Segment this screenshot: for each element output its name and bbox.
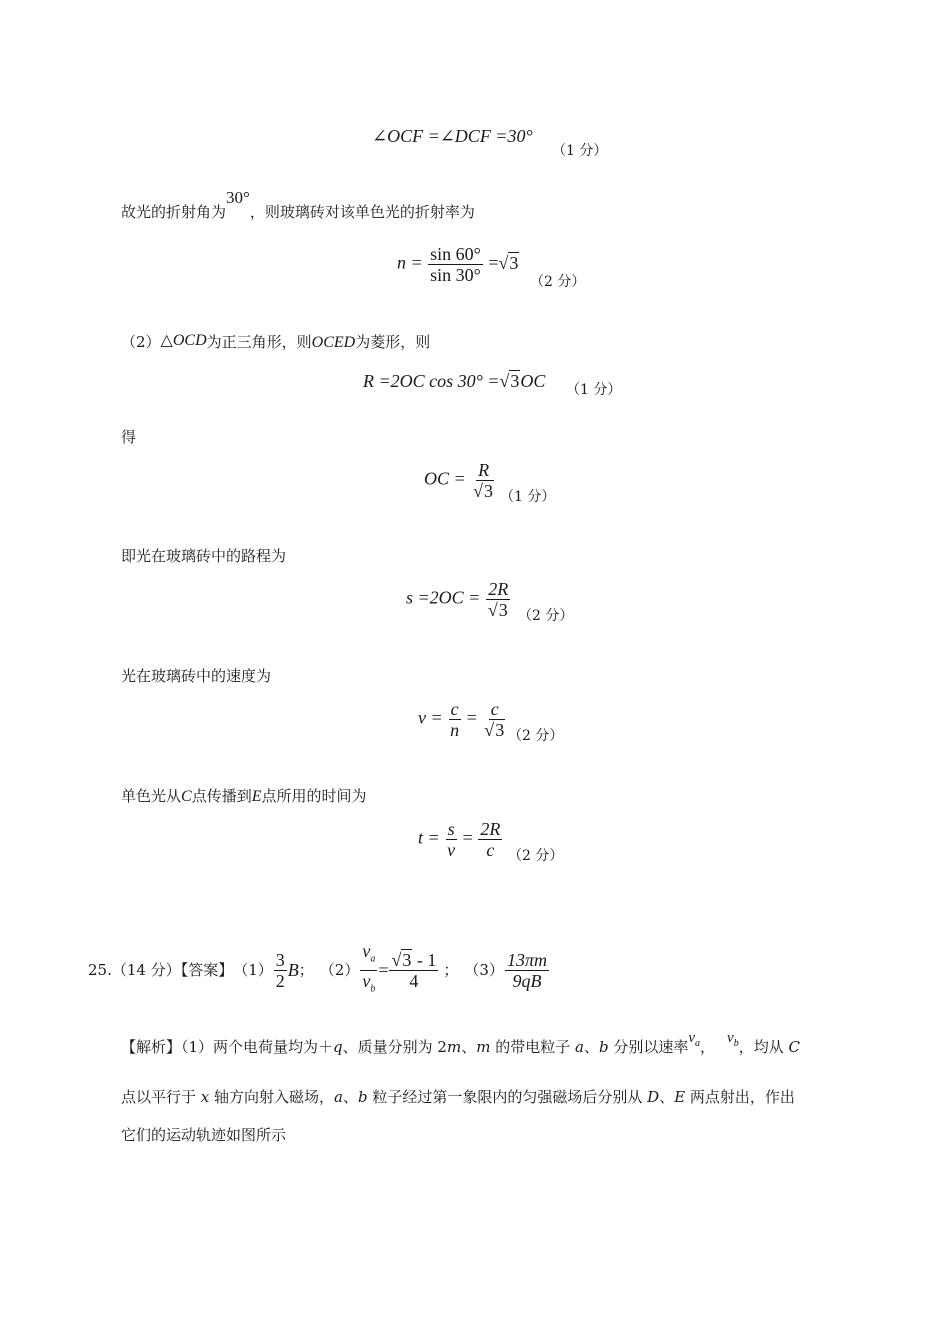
equation-radius: [363, 370, 545, 392]
fraction-denominator: sin 30°: [430, 265, 481, 285]
fraction-numerator: sin 60°: [430, 244, 481, 264]
fraction-numerator: 2R: [480, 819, 501, 839]
sentence-text: 、: [461, 1038, 477, 1056]
part-label: （3）: [464, 961, 504, 980]
subscript: a: [370, 953, 376, 965]
sqrt-argument: 3: [495, 720, 505, 740]
subscript: b: [370, 983, 376, 995]
q25-answer-line: [88, 941, 550, 999]
sentence-text: 点以平行于: [121, 1088, 201, 1106]
fraction: [478, 819, 502, 860]
equation-lhs: s =2OC =: [406, 587, 481, 608]
sqrt-argument: 3: [484, 481, 494, 501]
sentence-text: 为正三角形，则: [206, 333, 312, 351]
fraction-denominator: n: [450, 720, 460, 740]
fraction: [486, 579, 511, 620]
equation-angle-ocf: [372, 125, 533, 147]
sentence-text: 、: [583, 1038, 599, 1056]
particle-b: b: [358, 1088, 368, 1106]
word-de: 得: [121, 428, 137, 446]
answer2-rhs-fraction: [389, 950, 438, 991]
score-label: （2 分）: [508, 728, 564, 744]
va-symbol: $v_a$: [688, 1030, 701, 1049]
equation-lhs: R =2OC cos 30° =: [363, 371, 500, 391]
equation-path: [406, 579, 512, 620]
separator: ；: [443, 961, 459, 980]
fraction-denominator: 2: [275, 970, 285, 991]
sentence-text: 粒子经过第一象限内的匀强磁场后分别从: [367, 1088, 648, 1106]
equation-lhs: OC =: [424, 468, 466, 489]
sentence-text: 轴方向射入磁场，: [209, 1088, 335, 1106]
equals-sign: =: [378, 960, 389, 981]
point-c: C: [181, 788, 192, 805]
analysis-line-3: 它们的运动轨迹如图所示: [121, 1126, 287, 1144]
rhombus-name: OCED: [311, 334, 356, 351]
fraction-numerator: R: [478, 460, 490, 480]
sqrt-argument: 3: [402, 949, 412, 970]
analysis-line-2: [121, 1087, 795, 1107]
sentence-text: ，则玻璃砖对该单色光的折射率为: [249, 203, 475, 221]
vb-symbol: $v_b$: [727, 1030, 739, 1049]
numerator-tail: - 1: [412, 949, 437, 970]
speed-sentence: 光在玻璃砖中的速度为: [121, 667, 272, 685]
sentence-text: 、: [342, 1088, 358, 1106]
fraction-numerator: 2R: [488, 579, 509, 599]
sentence-text: 两点射出，作出: [685, 1088, 795, 1106]
sentence-text: 分别以速率: [608, 1038, 689, 1056]
charge-symbol: q: [333, 1038, 343, 1056]
fraction-denominator: 4: [409, 970, 419, 991]
fraction-numerator: c: [490, 699, 499, 719]
sentence-text: 的带电粒子: [490, 1038, 575, 1056]
refraction-angle-value: 30°: [226, 188, 250, 207]
equation-lhs: n =: [397, 252, 423, 273]
fraction: [445, 819, 457, 860]
score-label: （2 分）: [508, 848, 564, 864]
sqrt-symbol: √3: [484, 720, 505, 740]
sqrt-symbol: √3: [487, 600, 508, 620]
part2-sentence: [121, 332, 430, 354]
fraction-denominator: c: [486, 840, 495, 860]
sqrt-symbol: √3: [391, 949, 412, 970]
sqrt-argument: 3: [509, 252, 519, 273]
sentence-text: 点所用的时间为: [261, 787, 367, 805]
time-sentence: [121, 786, 367, 808]
sentence-text: 单色光从: [121, 787, 182, 805]
fraction: [471, 460, 496, 501]
fraction-numerator: 13πm: [506, 949, 547, 970]
sentence-text: 【解析】（1）两个电荷量均为＋: [121, 1038, 334, 1056]
path-sentence: 即光在玻璃砖中的路程为: [121, 547, 287, 565]
triangle-name: △OCD: [160, 332, 207, 349]
equation-refractive-index: [397, 244, 519, 285]
answer3-fraction: [505, 950, 549, 991]
fraction-denominator: v: [447, 840, 456, 860]
point-e: E: [674, 1088, 686, 1106]
equation-rhs: OC: [520, 371, 546, 391]
sentence-text: 、: [659, 1088, 675, 1106]
mass-symbol: m: [446, 1038, 462, 1056]
equals-sign: =: [462, 827, 473, 848]
score-label: （2 分）: [530, 274, 586, 290]
fraction-numerator: s: [447, 819, 455, 839]
sqrt-symbol: √3: [473, 481, 494, 501]
sqrt-argument: 3: [498, 600, 508, 620]
equation-angle-ocf-text: ∠OCF =∠DCF =30°: [372, 126, 533, 146]
particle-a: a: [334, 1088, 343, 1106]
sqrt-symbol: √3: [499, 371, 520, 391]
separator: ；: [298, 961, 314, 980]
particle-b: b: [598, 1038, 609, 1056]
sentence-text: ，均从: [738, 1038, 789, 1056]
equals-sign: =: [466, 707, 477, 728]
fraction: [448, 699, 461, 740]
question-label: 25.（14 分）【答案】: [88, 961, 234, 980]
answer1-variable: B: [287, 960, 299, 981]
sqrt-symbol: √3: [498, 252, 519, 273]
sentence-text: 点传播到: [191, 787, 252, 805]
equation-oc: [424, 460, 497, 501]
va-symbol: v: [362, 941, 371, 961]
sentence-text: ，: [700, 1038, 716, 1056]
refraction-angle-sentence: [121, 188, 475, 223]
equation-lhs: v =: [418, 707, 443, 728]
point-e: E: [251, 788, 262, 805]
vb-symbol: v: [362, 970, 371, 991]
particle-a: a: [575, 1038, 584, 1056]
analysis-line-1: [121, 1030, 800, 1065]
part-label: （2）: [319, 961, 360, 980]
sentence-text: 为菱形，则: [355, 333, 431, 351]
sentence-text: 故光的折射角为: [121, 203, 227, 221]
fraction-denominator: 9qB: [512, 970, 542, 991]
score-label: （1 分）: [500, 489, 556, 505]
x-axis-symbol: x: [200, 1088, 210, 1106]
fraction-numerator: c: [450, 699, 459, 719]
score-label: （2 分）: [518, 608, 574, 624]
part-label: （2）: [121, 333, 161, 351]
sentence-text: 、质量分别为 2: [342, 1038, 447, 1056]
equation-speed: [418, 699, 508, 740]
fraction: [428, 244, 483, 285]
score-label: （1 分）: [552, 143, 608, 159]
answer2-lhs-fraction: [360, 941, 377, 999]
equation-lhs: t =: [418, 827, 440, 848]
mass-symbol: m: [476, 1038, 491, 1056]
point-d: D: [647, 1088, 660, 1106]
answer1-fraction: [274, 950, 287, 991]
sqrt-argument: 3: [510, 371, 520, 391]
equals-sign: =: [488, 252, 499, 273]
score-label: （1 分）: [566, 382, 622, 398]
equation-time: [418, 819, 503, 860]
part-label: （1）: [233, 961, 273, 980]
point-c: C: [788, 1038, 800, 1056]
fraction-numerator: 3: [275, 949, 285, 970]
fraction: [482, 699, 507, 740]
